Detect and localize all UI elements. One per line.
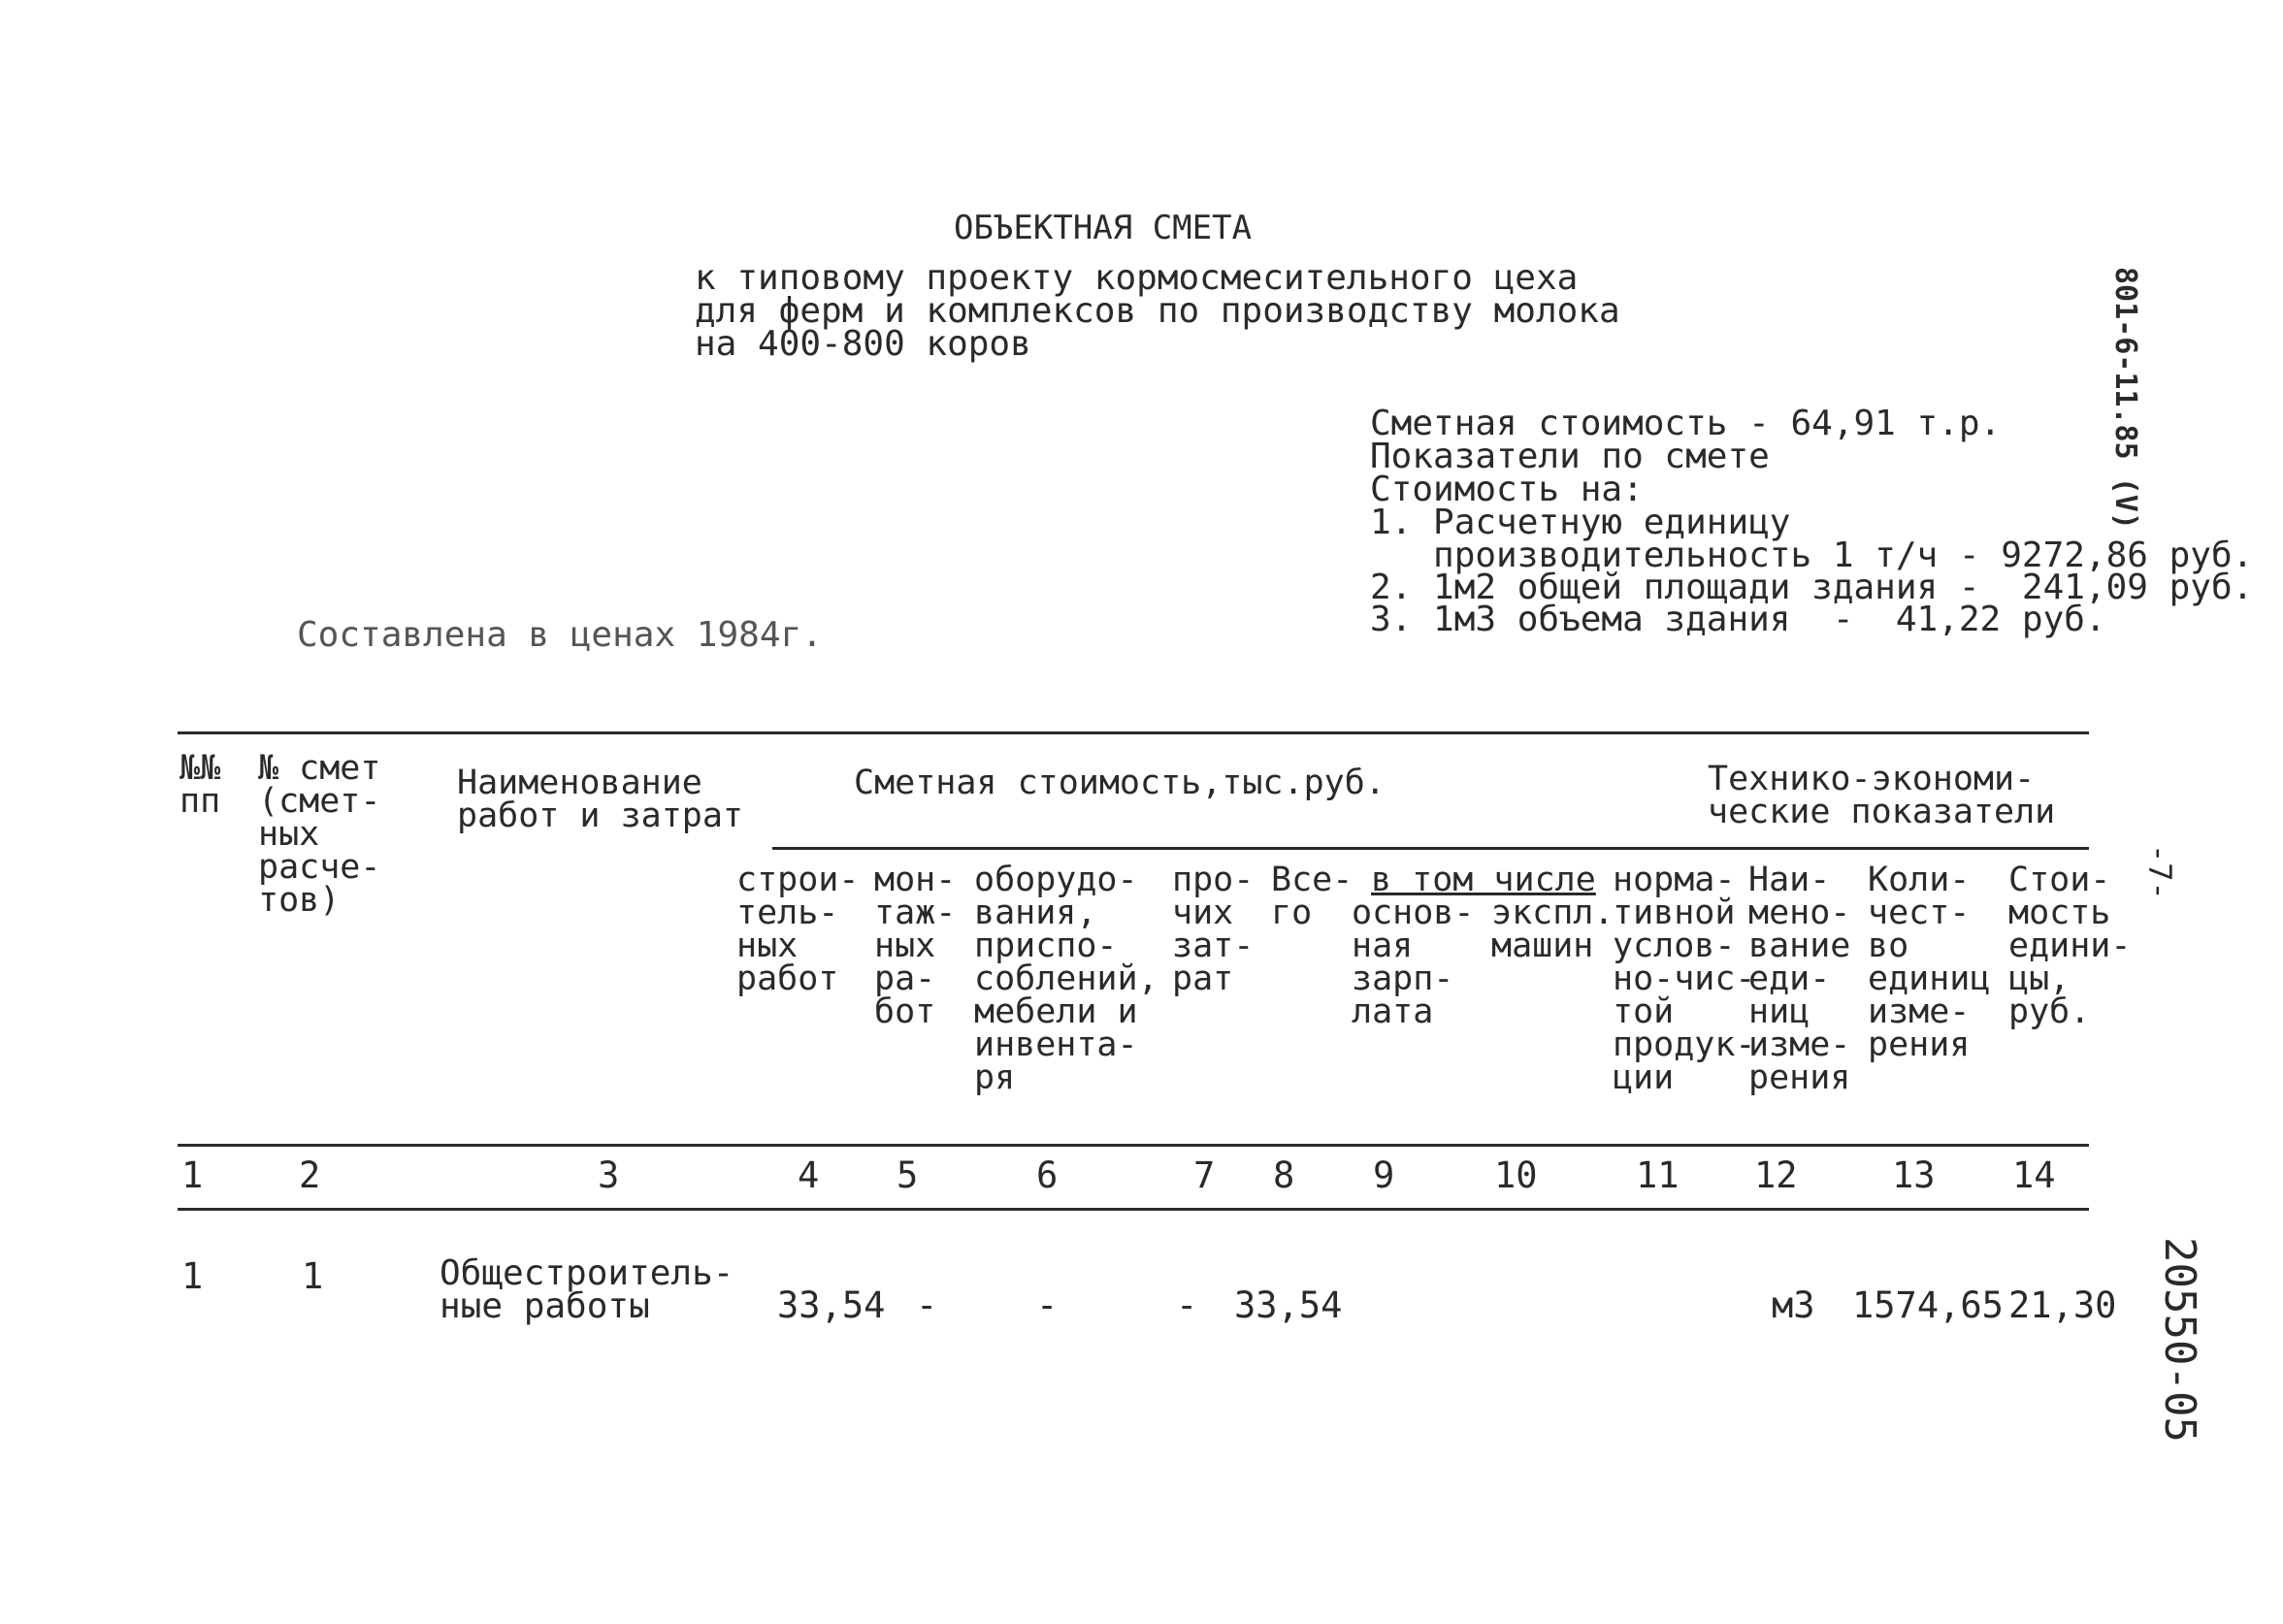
header-equipment: оборудо- вания, приспо- соблений, мебели и инвента- ря	[974, 861, 1158, 1097]
header-cost-group: Сметная стоимость,тыс.руб.	[854, 763, 1386, 802]
row-estimate-number: 1	[302, 1255, 324, 1297]
summary-line-2: Показатели по смете	[1370, 437, 1770, 476]
subtitle-line-2: для ферм и комплексов по производству молока	[695, 291, 1620, 331]
header-normative-product: норма- тивной услов- но-чис- той продук- ции	[1613, 861, 1756, 1097]
row-unit-name: м3	[1772, 1284, 1815, 1326]
column-number: 9	[1373, 1154, 1395, 1196]
table-top-rule	[178, 731, 2089, 734]
column-number: 7	[1193, 1154, 1216, 1196]
row-mounting-cost: -	[916, 1284, 938, 1326]
header-unit-quantity: Коли- чест- во единиц изме- рения	[1868, 861, 1991, 1064]
header-bottom-rule	[178, 1144, 2089, 1147]
column-number: 5	[897, 1154, 919, 1196]
header-unit-cost: Стои- мость едини- цы, руб.	[2008, 861, 2132, 1031]
header-machine-operation: экспл. машин	[1491, 893, 1614, 965]
summary-line-3: Стоимость на:	[1370, 470, 1644, 509]
row-total-cost: 33,54	[1234, 1284, 1343, 1326]
summary-line-5: производительность 1 т/ч - 9272,86 руб.	[1370, 536, 2254, 575]
column-number: 6	[1036, 1154, 1059, 1196]
header-total: Все- го	[1271, 861, 1353, 932]
column-number: 10	[1494, 1154, 1538, 1196]
header-work-name: Наименование работ и затрат	[457, 763, 744, 835]
row-work-name: Общестроитель- ные работы	[440, 1253, 734, 1326]
document-title: ОБЪЕКТНАЯ СМЕТА	[954, 209, 1253, 247]
summary-line-7: 3. 1м3 объема здания - 41,22 руб.	[1370, 600, 2106, 639]
column-number: 3	[598, 1154, 620, 1196]
row-construction-cost: 33,54	[777, 1284, 886, 1326]
column-number: 14	[2012, 1154, 2056, 1196]
column-number: 13	[1892, 1154, 1936, 1196]
header-estimate-number: № смет (смет- ных расче- тов)	[258, 749, 381, 920]
group-rule	[772, 847, 2089, 850]
column-number: 1	[181, 1154, 204, 1196]
header-row-number: №№ пп	[179, 749, 221, 821]
summary-line-6: 2. 1м2 общей площади здания - 241,09 руб.	[1370, 568, 2254, 607]
header-mounting-work: мон- таж- ных ра- бот	[874, 861, 957, 1031]
row-other-cost: -	[1176, 1284, 1198, 1326]
margin-code: 801-6-11.85 (V)	[2108, 267, 2142, 530]
header-including: в том числе	[1371, 861, 1596, 899]
column-number: 12	[1754, 1154, 1798, 1196]
header-other-costs: про- чих зат- рат	[1172, 861, 1255, 998]
column-number: 4	[798, 1154, 820, 1196]
column-number: 8	[1273, 1154, 1295, 1196]
row-equipment-cost: -	[1036, 1284, 1059, 1326]
column-number: 11	[1636, 1154, 1680, 1196]
page-number: -7-	[2141, 844, 2178, 900]
column-number: 2	[299, 1154, 321, 1196]
row-unit-cost: 21,30	[2008, 1284, 2117, 1326]
subtitle-line-1: к типовому проекту кормосмесительного цеха	[695, 258, 1579, 298]
row-number: 1	[181, 1255, 204, 1297]
doc-number: 20550-05	[2155, 1237, 2204, 1443]
subtitle-line-3: на 400-800 коров	[695, 324, 1031, 364]
header-tech-group: Технико-экономи- ческие показатели	[1708, 760, 2056, 831]
header-base-salary: основ- ная зарп- лата	[1352, 893, 1475, 1031]
header-unit-name: Наи- мено- вание еди- ниц изме- рения	[1748, 861, 1851, 1097]
numbers-bottom-rule	[178, 1208, 2089, 1211]
prices-note: Составлена в ценах 1984г.	[297, 615, 823, 655]
summary-line-4: 1. Расчетную единицу	[1370, 503, 1791, 542]
summary-line-1: Сметная стоимость - 64,91 т.р.	[1370, 404, 2002, 443]
row-unit-quantity: 1574,65	[1852, 1284, 2004, 1326]
header-construction-work: строи- тель- ных работ	[736, 861, 860, 998]
